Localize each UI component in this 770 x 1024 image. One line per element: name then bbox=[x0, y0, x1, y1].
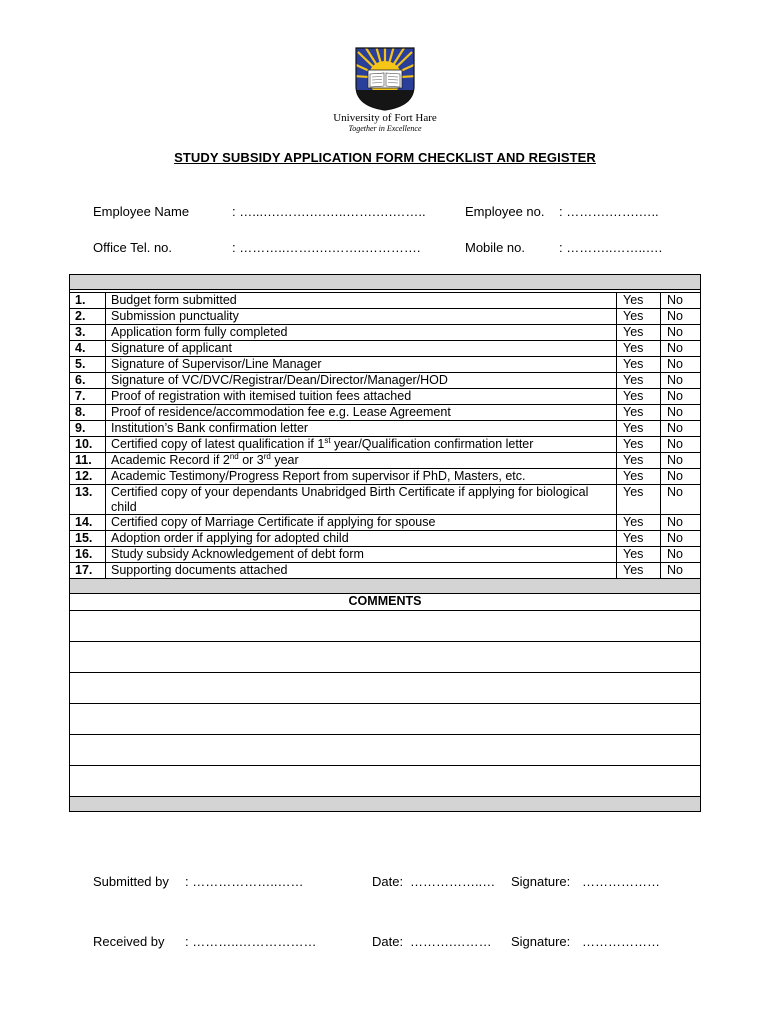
item-description: Certified copy of Marriage Certificate if applying for spouse bbox=[106, 515, 617, 531]
checklist-row bbox=[70, 563, 701, 579]
employee-name-field[interactable]: : …...….…….….…..…….….…….. bbox=[232, 204, 426, 219]
item-description: Institution’s Bank confirmation letter bbox=[106, 421, 617, 437]
received-by-label: Received by bbox=[93, 934, 165, 949]
checklist-row bbox=[70, 531, 701, 547]
received-signature-label: Signature: bbox=[511, 934, 571, 949]
item-description: Signature of VC/DVC/Registrar/Dean/Director/Manager/HOD bbox=[106, 373, 617, 389]
checklist-row bbox=[70, 485, 701, 515]
page-title: STUDY SUBSIDY APPLICATION FORM CHECKLIST AND REGISTER bbox=[174, 150, 596, 165]
no-option[interactable]: No bbox=[661, 547, 701, 563]
item-number: 10. bbox=[70, 437, 106, 453]
item-description: Academic Testimony/Progress Report from supervisor if PhD, Masters, etc. bbox=[106, 469, 617, 485]
checklist-row bbox=[70, 357, 701, 373]
item-number: 15. bbox=[70, 531, 106, 547]
table-header-band bbox=[70, 275, 701, 290]
office-tel-label: Office Tel. no. bbox=[93, 240, 173, 255]
yes-option[interactable]: Yes bbox=[617, 389, 661, 405]
comment-line[interactable] bbox=[70, 611, 701, 642]
ordinal-suffix: rd bbox=[263, 452, 271, 461]
yes-option[interactable]: Yes bbox=[617, 485, 661, 515]
checklist-row bbox=[70, 515, 701, 531]
employee-no-label: Employee no. bbox=[465, 204, 545, 219]
item-number: 6. bbox=[70, 373, 106, 389]
no-option[interactable]: No bbox=[661, 469, 701, 485]
item-number: 11. bbox=[70, 453, 106, 469]
item-description bbox=[106, 453, 617, 469]
comment-line[interactable] bbox=[70, 735, 701, 766]
mobile-no-label: Mobile no. bbox=[465, 240, 525, 255]
no-option[interactable]: No bbox=[661, 357, 701, 373]
employee-no-field[interactable]: : ……….…….….. bbox=[559, 204, 659, 219]
checklist-row bbox=[70, 405, 701, 421]
item-text-part: or 3 bbox=[238, 453, 264, 467]
item-description: Submission punctuality bbox=[106, 309, 617, 325]
submitted-signature-field[interactable]: ……………… bbox=[582, 874, 660, 889]
item-number: 9. bbox=[70, 421, 106, 437]
item-number: 14. bbox=[70, 515, 106, 531]
submitted-by-field[interactable]: : ………………..…… bbox=[185, 874, 304, 889]
yes-option[interactable]: Yes bbox=[617, 453, 661, 469]
ordinal-suffix: nd bbox=[229, 452, 239, 461]
submitted-by-label: Submitted by bbox=[93, 874, 169, 889]
yes-option[interactable]: Yes bbox=[617, 309, 661, 325]
no-option[interactable]: No bbox=[661, 309, 701, 325]
checklist-row bbox=[70, 421, 701, 437]
yes-option[interactable]: Yes bbox=[617, 469, 661, 485]
checklist-table bbox=[69, 274, 701, 812]
received-date-field[interactable]: ……….……… bbox=[410, 934, 492, 949]
item-description: Signature of applicant bbox=[106, 341, 617, 357]
item-description: Application form fully completed bbox=[106, 325, 617, 341]
item-text-part: Certified copy of latest qualification if 1 bbox=[111, 437, 325, 451]
no-option[interactable]: No bbox=[661, 373, 701, 389]
item-number: 17. bbox=[70, 563, 106, 579]
item-number: 3. bbox=[70, 325, 106, 341]
no-option[interactable]: No bbox=[661, 325, 701, 341]
employee-name-label: Employee Name bbox=[93, 204, 190, 219]
table-separator-band bbox=[70, 579, 701, 594]
submitted-date-field[interactable]: ……………..… bbox=[410, 874, 496, 889]
checklist-row bbox=[70, 373, 701, 389]
item-description: Study subsidy Acknowledgement of debt form bbox=[106, 547, 617, 563]
item-number: 1. bbox=[70, 293, 106, 309]
yes-option[interactable]: Yes bbox=[617, 325, 661, 341]
no-option[interactable]: No bbox=[661, 531, 701, 547]
no-option[interactable]: No bbox=[661, 437, 701, 453]
received-by-field[interactable]: : ………..……………… bbox=[185, 934, 317, 949]
no-option[interactable]: No bbox=[661, 293, 701, 309]
no-option[interactable]: No bbox=[661, 485, 701, 515]
item-number: 5. bbox=[70, 357, 106, 373]
no-option[interactable]: No bbox=[661, 563, 701, 579]
table-footer-band bbox=[70, 797, 701, 812]
item-text-part: Academic Record if 2 bbox=[111, 453, 230, 467]
item-number: 2. bbox=[70, 309, 106, 325]
item-description: Supporting documents attached bbox=[106, 563, 617, 579]
no-option[interactable]: No bbox=[661, 341, 701, 357]
no-option[interactable]: No bbox=[661, 421, 701, 437]
comment-line[interactable] bbox=[70, 642, 701, 673]
item-number: 12. bbox=[70, 469, 106, 485]
yes-option[interactable]: Yes bbox=[617, 293, 661, 309]
item-description: Certified copy of your dependants Unabridged Birth Certificate if applying for biological child bbox=[106, 485, 617, 515]
checklist-row bbox=[70, 293, 701, 309]
yes-option[interactable]: Yes bbox=[617, 373, 661, 389]
item-description: Proof of residence/accommodation fee e.g. Lease Agreement bbox=[106, 405, 617, 421]
yes-option[interactable]: Yes bbox=[617, 563, 661, 579]
item-number: 7. bbox=[70, 389, 106, 405]
item-text-part: year bbox=[270, 453, 299, 467]
checklist-row bbox=[70, 341, 701, 357]
comment-line[interactable] bbox=[70, 673, 701, 704]
item-description: Proof of registration with itemised tuition fees attached bbox=[106, 389, 617, 405]
university-name: University of Fort Hare bbox=[333, 112, 437, 124]
item-text-part: year/Qualification confirmation letter bbox=[330, 437, 534, 451]
no-option[interactable]: No bbox=[661, 453, 701, 469]
comment-line[interactable] bbox=[70, 704, 701, 735]
item-number: 16. bbox=[70, 547, 106, 563]
submitted-signature-label: Signature: bbox=[511, 874, 571, 889]
checklist-row bbox=[70, 453, 701, 469]
item-description: Budget form submitted bbox=[106, 293, 617, 309]
item-description bbox=[106, 437, 617, 453]
item-number: 13. bbox=[70, 485, 106, 515]
yes-option[interactable]: Yes bbox=[617, 421, 661, 437]
no-option[interactable]: No bbox=[661, 405, 701, 421]
yes-option[interactable]: Yes bbox=[617, 547, 661, 563]
item-description: Signature of Supervisor/Line Manager bbox=[106, 357, 617, 373]
yes-option[interactable]: Yes bbox=[617, 531, 661, 547]
checklist-row bbox=[70, 325, 701, 341]
item-number: 8. bbox=[70, 405, 106, 421]
yes-option[interactable]: Yes bbox=[617, 437, 661, 453]
no-option[interactable]: No bbox=[661, 389, 701, 405]
yes-option[interactable]: Yes bbox=[617, 357, 661, 373]
yes-option[interactable]: Yes bbox=[617, 341, 661, 357]
checklist-row bbox=[70, 469, 701, 485]
university-motto: Together in Excellence bbox=[348, 124, 422, 133]
comments-heading: COMMENTS bbox=[70, 594, 701, 611]
university-crest-logo bbox=[352, 44, 418, 112]
office-tel-field[interactable]: : ………..…….….……..…………. bbox=[232, 240, 421, 255]
checklist-row bbox=[70, 437, 701, 453]
mobile-no-field[interactable]: : ………..……..…. bbox=[559, 240, 663, 255]
received-signature-field[interactable]: ……………… bbox=[582, 934, 660, 949]
no-option[interactable]: No bbox=[661, 515, 701, 531]
comment-line[interactable] bbox=[70, 766, 701, 797]
item-number: 4. bbox=[70, 341, 106, 357]
ordinal-suffix: st bbox=[324, 436, 331, 445]
received-date-label: Date: bbox=[372, 934, 404, 949]
checklist-row bbox=[70, 389, 701, 405]
checklist-row bbox=[70, 309, 701, 325]
checklist-row bbox=[70, 547, 701, 563]
yes-option[interactable]: Yes bbox=[617, 515, 661, 531]
submitted-date-label: Date: bbox=[372, 874, 404, 889]
yes-option[interactable]: Yes bbox=[617, 405, 661, 421]
item-description: Adoption order if applying for adopted child bbox=[106, 531, 617, 547]
